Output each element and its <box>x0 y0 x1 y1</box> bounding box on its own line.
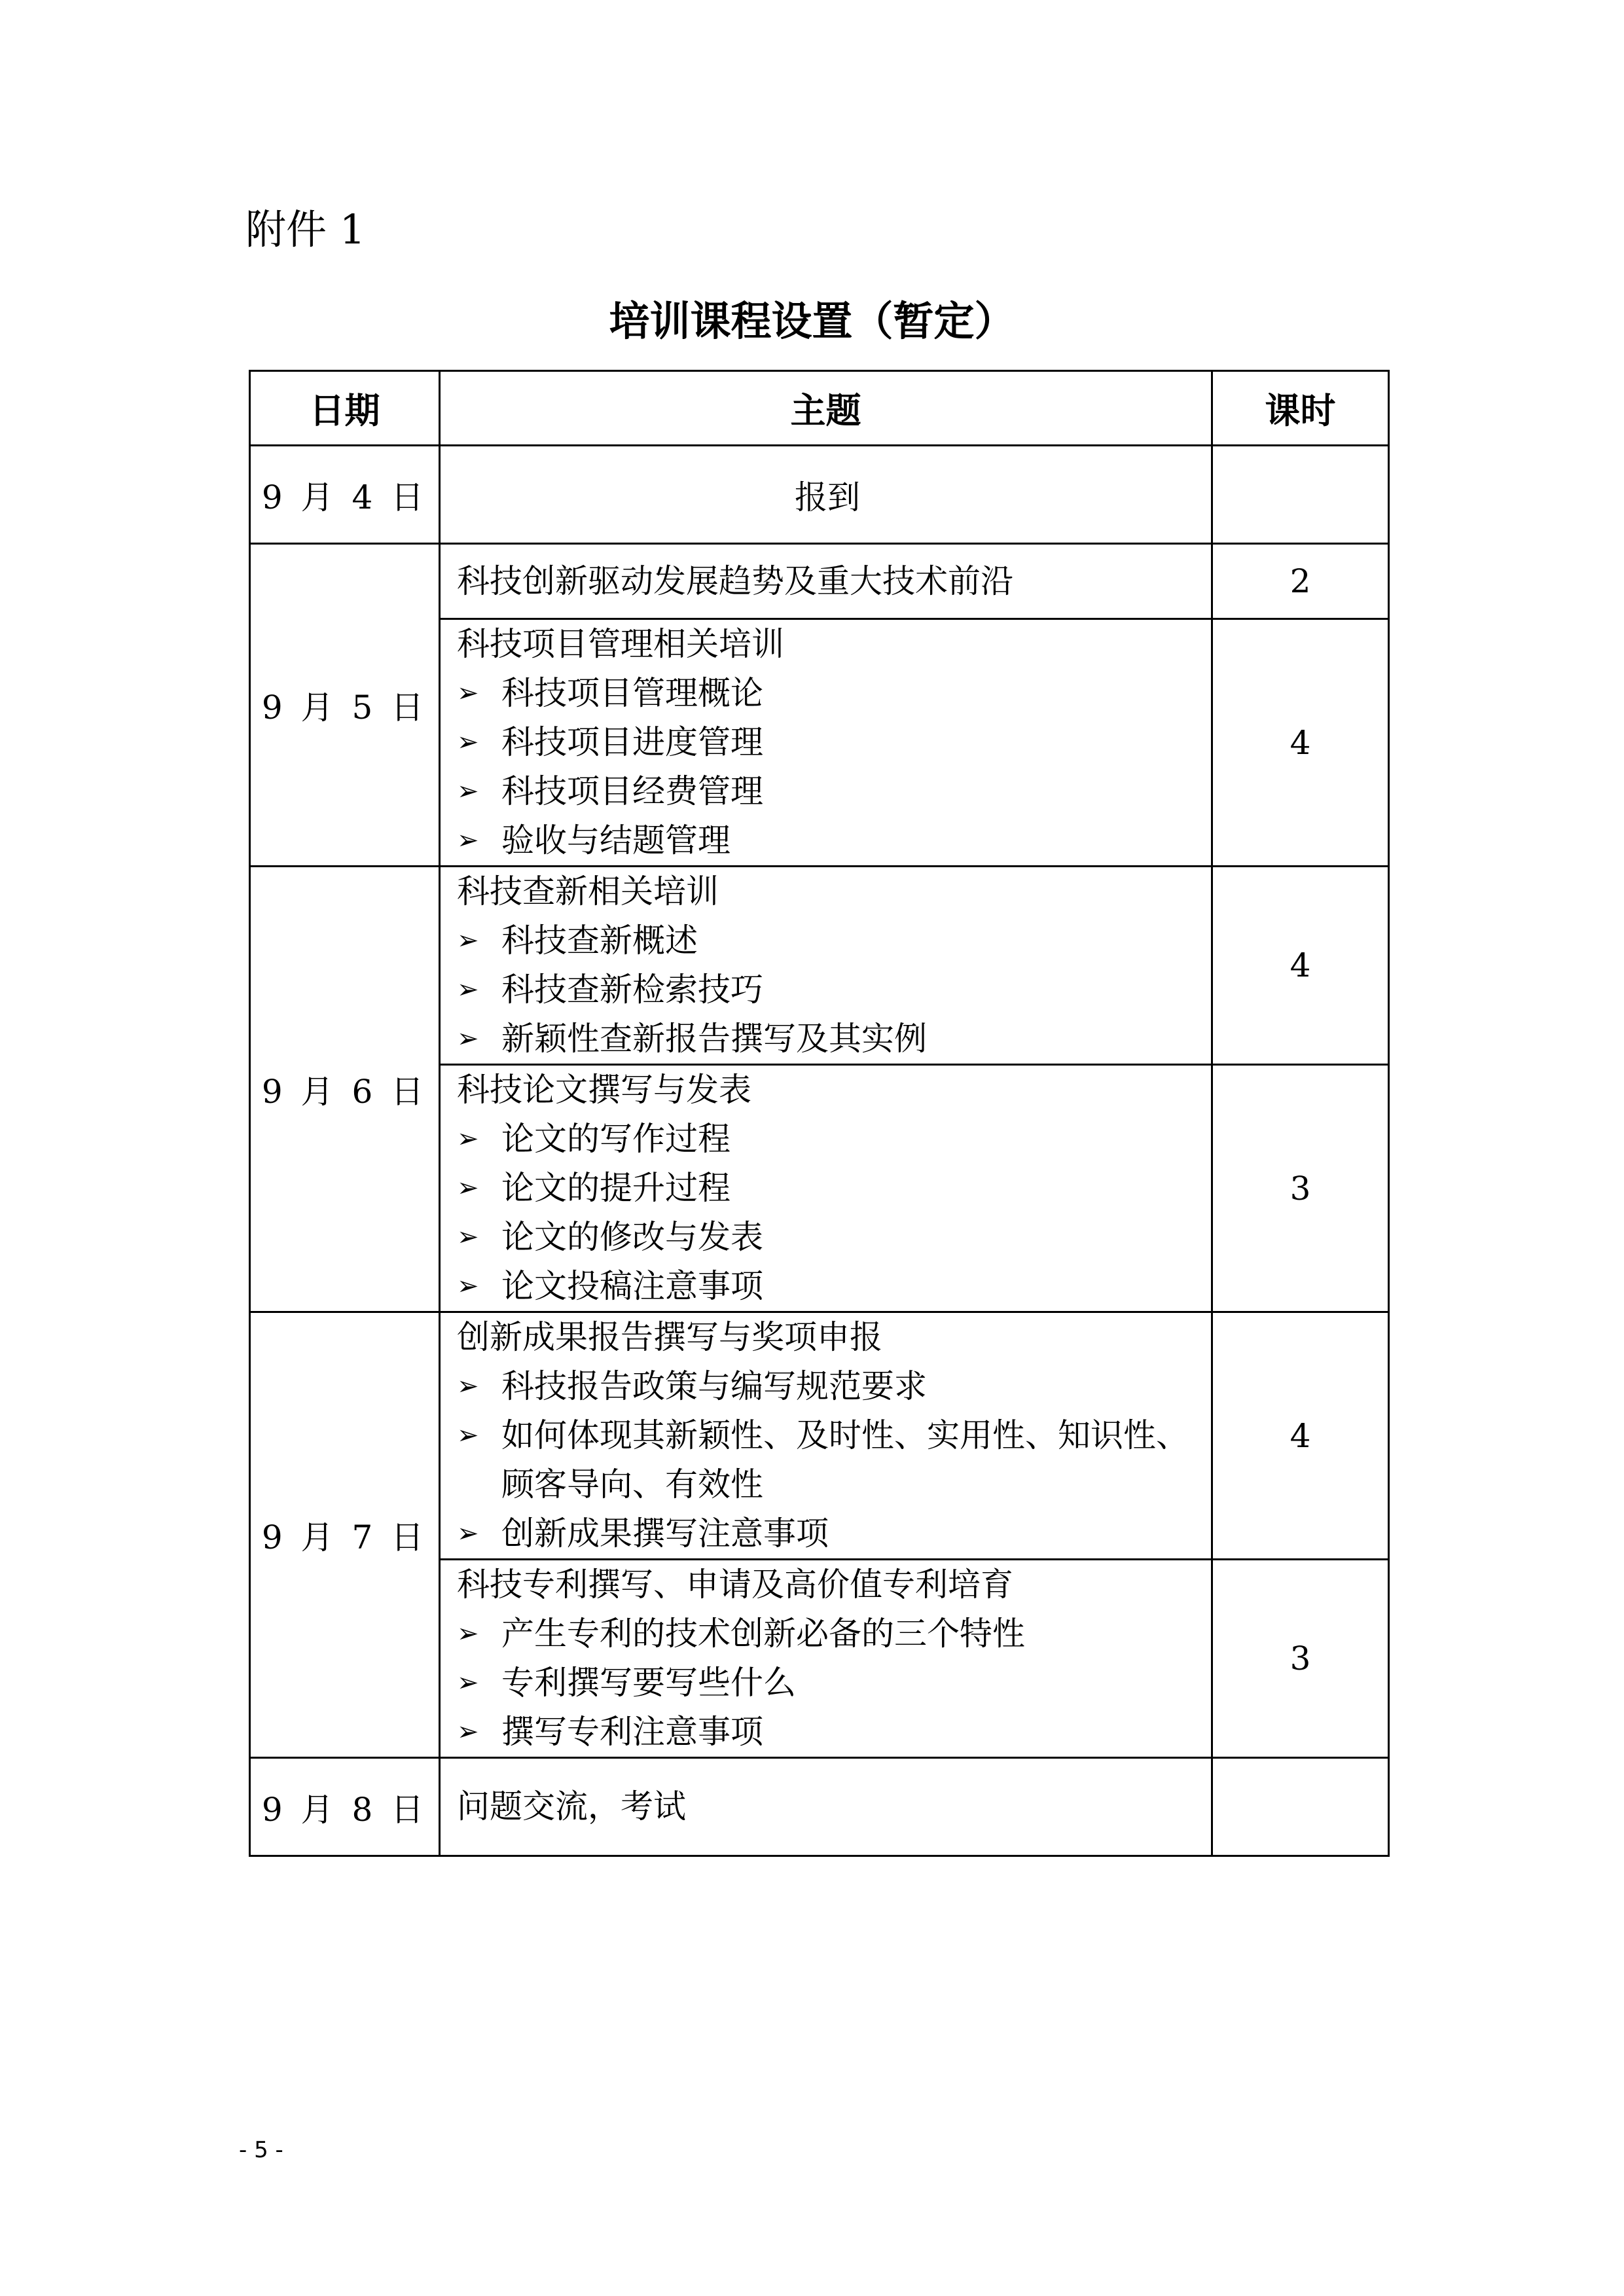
bullet-icon: ➢ <box>457 1124 479 1154</box>
hours-cell: 4 <box>1212 867 1389 1065</box>
attachment-label: 附件 1 <box>245 206 366 253</box>
date-cell: 9 月 7 日 <box>250 1312 440 1758</box>
list-item: ➢ 产生专利的技术创新必备的三个特性 <box>457 1609 1198 1659</box>
date-cell: 9 月 4 日 <box>250 446 440 544</box>
table-row <box>250 1312 1389 1560</box>
page-number: - 5 - <box>239 2137 283 2163</box>
list-item: ➢ 论文的提升过程 <box>457 1164 1198 1213</box>
list-item: ➢ 论文的修改与发表 <box>457 1213 1198 1262</box>
table-row <box>250 1758 1389 1856</box>
hours-cell: 4 <box>1212 619 1389 867</box>
bullet-icon: ➢ <box>457 975 479 1005</box>
hours-cell <box>1212 446 1389 544</box>
table-row <box>250 867 1389 1065</box>
bullet-icon: ➢ <box>457 1619 479 1649</box>
header-date: 日期 <box>250 371 440 446</box>
topic-title: 报到 <box>795 478 860 516</box>
hours-cell: 4 <box>1212 1312 1389 1560</box>
topic-cell <box>440 1065 1212 1312</box>
topic-title: 科技创新驱动发展趋势及重大技术前沿 <box>457 562 1013 600</box>
list-item: ➢ 科技查新概述 <box>457 916 1198 965</box>
topic-cell <box>440 1758 1212 1856</box>
date-cell: 9 月 8 日 <box>250 1758 440 1856</box>
list-item: ➢ 如何体现其新颖性、及时性、实用性、知识性、顾客导向、有效性 <box>457 1411 1198 1509</box>
hours-cell: 3 <box>1212 1560 1389 1758</box>
hours-cell: 3 <box>1212 1065 1389 1312</box>
bullet-icon: ➢ <box>457 1668 479 1698</box>
bullet-icon: ➢ <box>457 925 479 956</box>
date-cell: 9 月 5 日 <box>250 544 440 867</box>
bullet-icon: ➢ <box>457 1518 479 1549</box>
hours-cell: 2 <box>1212 544 1389 619</box>
topic-title: 科技项目管理相关培训 <box>457 625 784 663</box>
topic-cell <box>440 619 1212 867</box>
header-hours: 课时 <box>1212 371 1389 446</box>
list-item: ➢ 论文投稿注意事项 <box>457 1262 1198 1311</box>
topic-cell <box>440 867 1212 1065</box>
bullet-icon: ➢ <box>457 1173 479 1203</box>
list-item: ➢ 专利撰写要写些什么 <box>457 1659 1198 1708</box>
date-cell: 9 月 6 日 <box>250 867 440 1312</box>
list-item: ➢ 新颖性查新报告撰写及其实例 <box>457 1014 1198 1064</box>
list-item: ➢ 科技项目经费管理 <box>457 767 1198 816</box>
topic-title: 创新成果报告撰写与奖项申报 <box>457 1318 882 1356</box>
document-title: 培训课程设置（暂定） <box>609 297 1015 345</box>
bullet-icon: ➢ <box>457 1024 479 1054</box>
list-item: ➢ 科技项目管理概论 <box>457 669 1198 718</box>
table-header-row <box>250 371 1389 446</box>
list-item: ➢ 撰写专利注意事项 <box>457 1708 1198 1757</box>
topic-cell <box>440 1312 1212 1560</box>
topic-cell <box>440 446 1212 544</box>
topic-title: 科技论文撰写与发表 <box>457 1071 751 1109</box>
bullet-icon: ➢ <box>457 1222 479 1252</box>
bullet-icon: ➢ <box>457 1717 479 1747</box>
course-schedule-table <box>249 370 1390 1857</box>
list-item: ➢ 验收与结题管理 <box>457 816 1198 865</box>
list-item: ➢ 科技报告政策与编写规范要求 <box>457 1362 1198 1411</box>
bullet-icon: ➢ <box>457 1271 479 1301</box>
hours-cell <box>1212 1758 1389 1856</box>
topic-cell <box>440 544 1212 619</box>
list-item: ➢ 科技项目进度管理 <box>457 718 1198 767</box>
bullet-icon: ➢ <box>457 678 479 708</box>
topic-title: 科技查新相关培训 <box>457 872 719 910</box>
topic-title: 问题交流，考试 <box>457 1787 686 1825</box>
topic-cell <box>440 1560 1212 1758</box>
list-item: ➢ 创新成果撰写注意事项 <box>457 1509 1198 1558</box>
topic-title: 科技专利撰写、申请及高价值专利培育 <box>457 1566 1013 1604</box>
table-row <box>250 446 1389 544</box>
table-row <box>250 544 1389 619</box>
list-item: ➢ 科技查新检索技巧 <box>457 965 1198 1014</box>
bullet-icon: ➢ <box>457 776 479 806</box>
list-item: ➢ 论文的写作过程 <box>457 1115 1198 1164</box>
bullet-icon: ➢ <box>457 1371 479 1401</box>
bullet-icon: ➢ <box>457 1420 479 1450</box>
bullet-icon: ➢ <box>457 825 479 855</box>
bullet-icon: ➢ <box>457 727 479 757</box>
header-topic: 主题 <box>440 371 1212 446</box>
